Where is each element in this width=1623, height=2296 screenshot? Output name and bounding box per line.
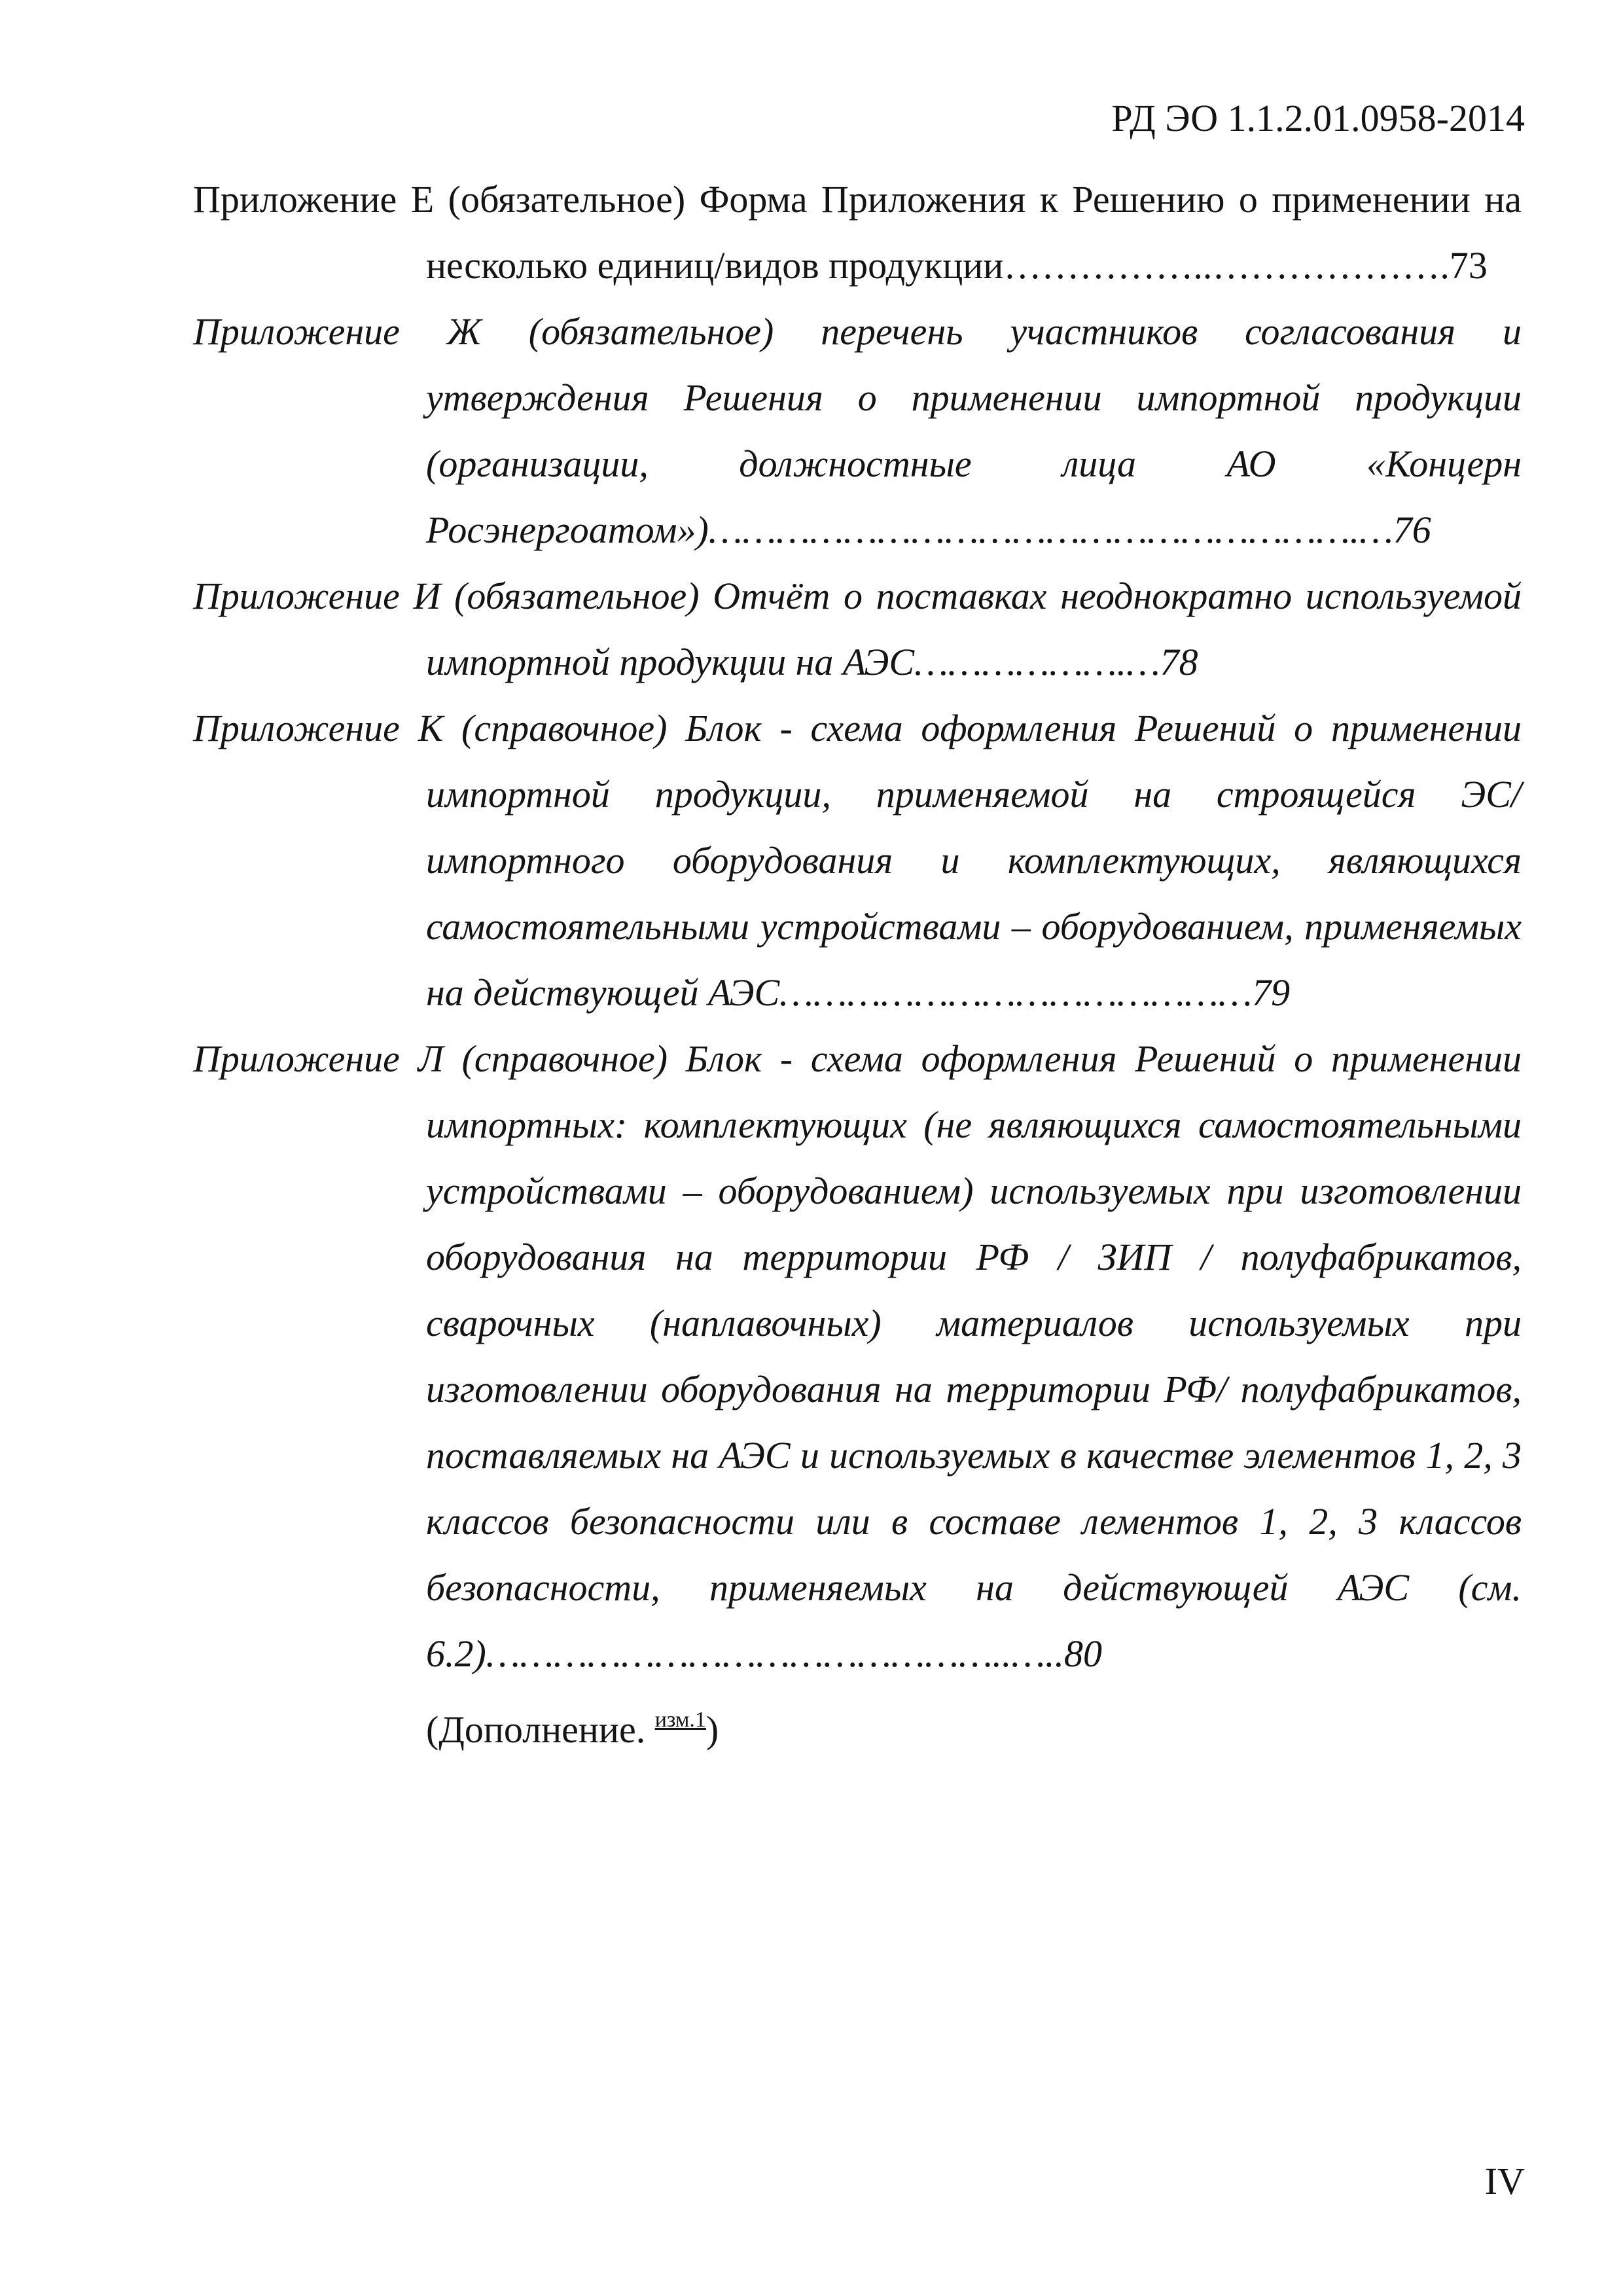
toc-entry-text: Приложение И (обязательное) Отчёт о поставках неоднократно используемой импортной продукции на АЭС……………….…78 xyxy=(193,575,1522,683)
toc-entry-appendix-zh xyxy=(193,298,1522,563)
toc-entry-appendix-l xyxy=(193,1026,1522,1763)
toc-entry-text: Приложение Л (справочное) Блок - схема оформления Решений о применении импортных: комплектующих (не являющихся самостоятельными устройствами – оборудованием) используемых при изготовлении оборудования на территории РФ / ЗИП / полуфабрикатов, сварочных (наплавочных) материалов используемых при изготовлении оборудования на территории РФ/ полуфабрикатов, поставляемых на АЭС и используемых в качестве элементов 1, 2, 3 классов безопасности или в составе лементов 1, 2, 3 классов безопасности, применяемых на действующей АЭС (см. 6.2)………………………………………..…..80 xyxy=(193,1037,1522,1675)
toc-entry-appendix-k xyxy=(193,695,1522,1026)
toc-entry-text: Приложение Е (обязательное) Форма Приложения к Решению о применении на несколько единиц/видов продукции……………..……………….73 xyxy=(193,178,1522,287)
page-number: IV xyxy=(1484,2160,1525,2202)
toc-entry-appendix-e xyxy=(193,166,1522,298)
toc-entry-text: Приложение Ж (обязательное) перечень участников согласования и утверждения Решения о применении импортной продукции (организации, должностные лица АО «Концерн Росэнергоатом»)………………………………………………….…76 xyxy=(193,310,1522,551)
table-of-contents xyxy=(193,166,1522,1763)
toc-entry-appendix-i xyxy=(193,563,1522,695)
document-code: РД ЭО 1.1.2.01.0958-2014 xyxy=(1111,97,1525,139)
amendment-link[interactable]: изм.1 xyxy=(654,1708,706,1732)
amendment-note-suffix: ) xyxy=(705,1708,719,1751)
toc-entry-text: Приложение К (справочное) Блок - схема оформления Решений о применении импортной продукции, применяемой на строящейся ЭС/импортного оборудования и комплектующих, являющихся самостоятельными устройствами – оборудованием, применяемых на действующей АЭС……………………………………79 xyxy=(193,707,1522,1014)
amendment-note-prefix: (Дополнение. xyxy=(426,1708,655,1751)
amendment-note xyxy=(426,1687,1522,1763)
